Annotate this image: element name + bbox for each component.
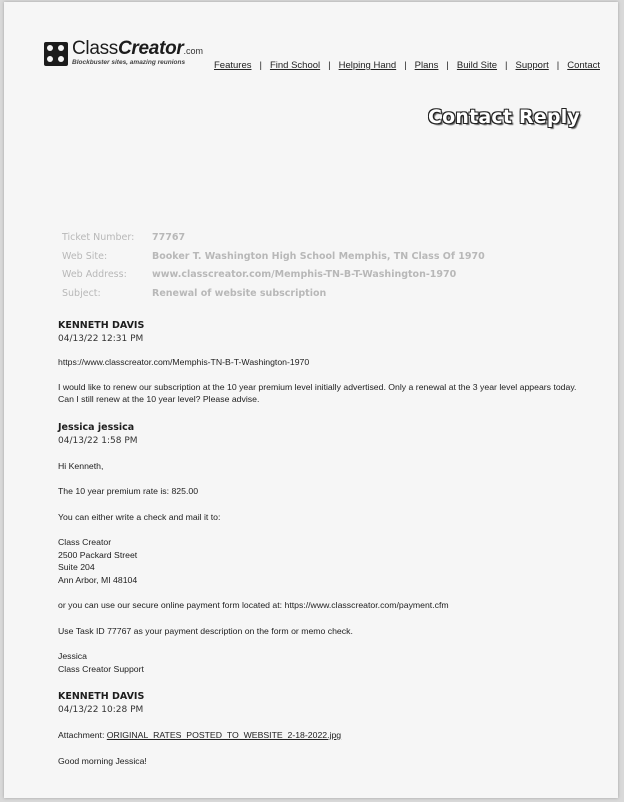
site-header bbox=[44, 40, 604, 80]
ticket-number: 77767 bbox=[152, 232, 186, 243]
message-author: Jessica jessica bbox=[58, 421, 135, 433]
nav-features[interactable]: Features bbox=[214, 60, 252, 71]
address-line: Suite 204 bbox=[58, 562, 95, 572]
logo-tagline: Blockbuster sites, amazing reunions bbox=[72, 59, 186, 66]
document-page bbox=[4, 2, 618, 798]
nav-plans[interactable]: Plans bbox=[414, 60, 439, 71]
attachment-link[interactable]: ORIGINAL_RATES_POSTED_TO_WEBSITE_2-18-2022.jpg bbox=[106, 730, 342, 740]
logo-brand-bold: Creator bbox=[118, 38, 184, 59]
message-check: You can either write a check and mail it to: bbox=[58, 511, 221, 522]
main-nav: Features | Find School | Helping Hand | Plans | Build Site | Support | Contact bbox=[214, 60, 600, 71]
website-label: Web Site: bbox=[62, 250, 108, 262]
message-rate: The 10 year premium rate is: 825.00 bbox=[58, 486, 199, 496]
nav-find-school[interactable]: Find School bbox=[269, 60, 321, 71]
message bbox=[58, 422, 578, 676]
address-line: Class Creator bbox=[58, 537, 112, 547]
message-online: or you can use our secure online payment form located at: https://www.classcreator.com/payment.cfm bbox=[58, 600, 449, 610]
nav-helping-hand[interactable]: Helping Hand bbox=[338, 60, 397, 71]
message-date: 04/13/22 12:31 PM bbox=[58, 334, 144, 344]
logo-brand-light: Class bbox=[72, 38, 119, 59]
message-greeting: Good morning Jessica! bbox=[58, 755, 147, 766]
page-title: Contact Reply bbox=[427, 106, 580, 128]
message-body: I would like to renew our subscription at the 10 year premium level initially advertised. Only a renewal at the 3 year level appears today. Can I still renew at the 10 year level? Please advise. bbox=[58, 381, 577, 404]
ticket-details bbox=[62, 232, 485, 306]
message-signature bbox=[58, 650, 578, 675]
logo[interactable] bbox=[72, 38, 203, 60]
logo-suffix: .com bbox=[183, 46, 204, 56]
signature-line: Jessica bbox=[58, 651, 87, 661]
message-date: 04/13/22 10:28 PM bbox=[58, 705, 144, 715]
subject-label: Subject: bbox=[62, 287, 101, 299]
message bbox=[58, 320, 578, 406]
message-url: https://www.classcreator.com/Memphis-TN-B-T-Washington-1970 bbox=[58, 357, 310, 367]
signature-line: Class Creator Support bbox=[58, 663, 144, 674]
nav-build-site[interactable]: Build Site bbox=[456, 60, 498, 71]
message-greeting: Hi Kenneth, bbox=[58, 460, 104, 471]
nav-contact[interactable]: Contact bbox=[567, 60, 600, 71]
logo-icon bbox=[44, 42, 68, 66]
nav-support[interactable]: Support bbox=[515, 60, 549, 71]
web-address-value: www.classcreator.com/Memphis-TN-B-T-Washington-1970 bbox=[152, 269, 457, 280]
message-thread bbox=[58, 320, 578, 767]
message-author: KENNETH DAVIS bbox=[58, 320, 145, 331]
message bbox=[58, 691, 578, 767]
mailing-address bbox=[58, 536, 578, 586]
message-attachment bbox=[58, 729, 578, 742]
address-line: 2500 Packard Street bbox=[58, 549, 138, 560]
attachment-label: Attachment: bbox=[58, 730, 105, 740]
message-task: Use Task ID 77767 as your payment description on the form or memo check. bbox=[58, 625, 353, 636]
message-author: KENNETH DAVIS bbox=[58, 691, 145, 702]
subject-value: Renewal of website subscription bbox=[152, 287, 327, 299]
website-value: Booker T. Washington High School Memphis, TN Class Of 1970 bbox=[152, 250, 485, 262]
web-address-label: Web Address: bbox=[62, 269, 127, 280]
message-date: 04/13/22 1:58 PM bbox=[58, 435, 138, 446]
ticket-number-label: Ticket Number: bbox=[62, 232, 135, 243]
address-line: Ann Arbor, MI 48104 bbox=[58, 574, 138, 585]
